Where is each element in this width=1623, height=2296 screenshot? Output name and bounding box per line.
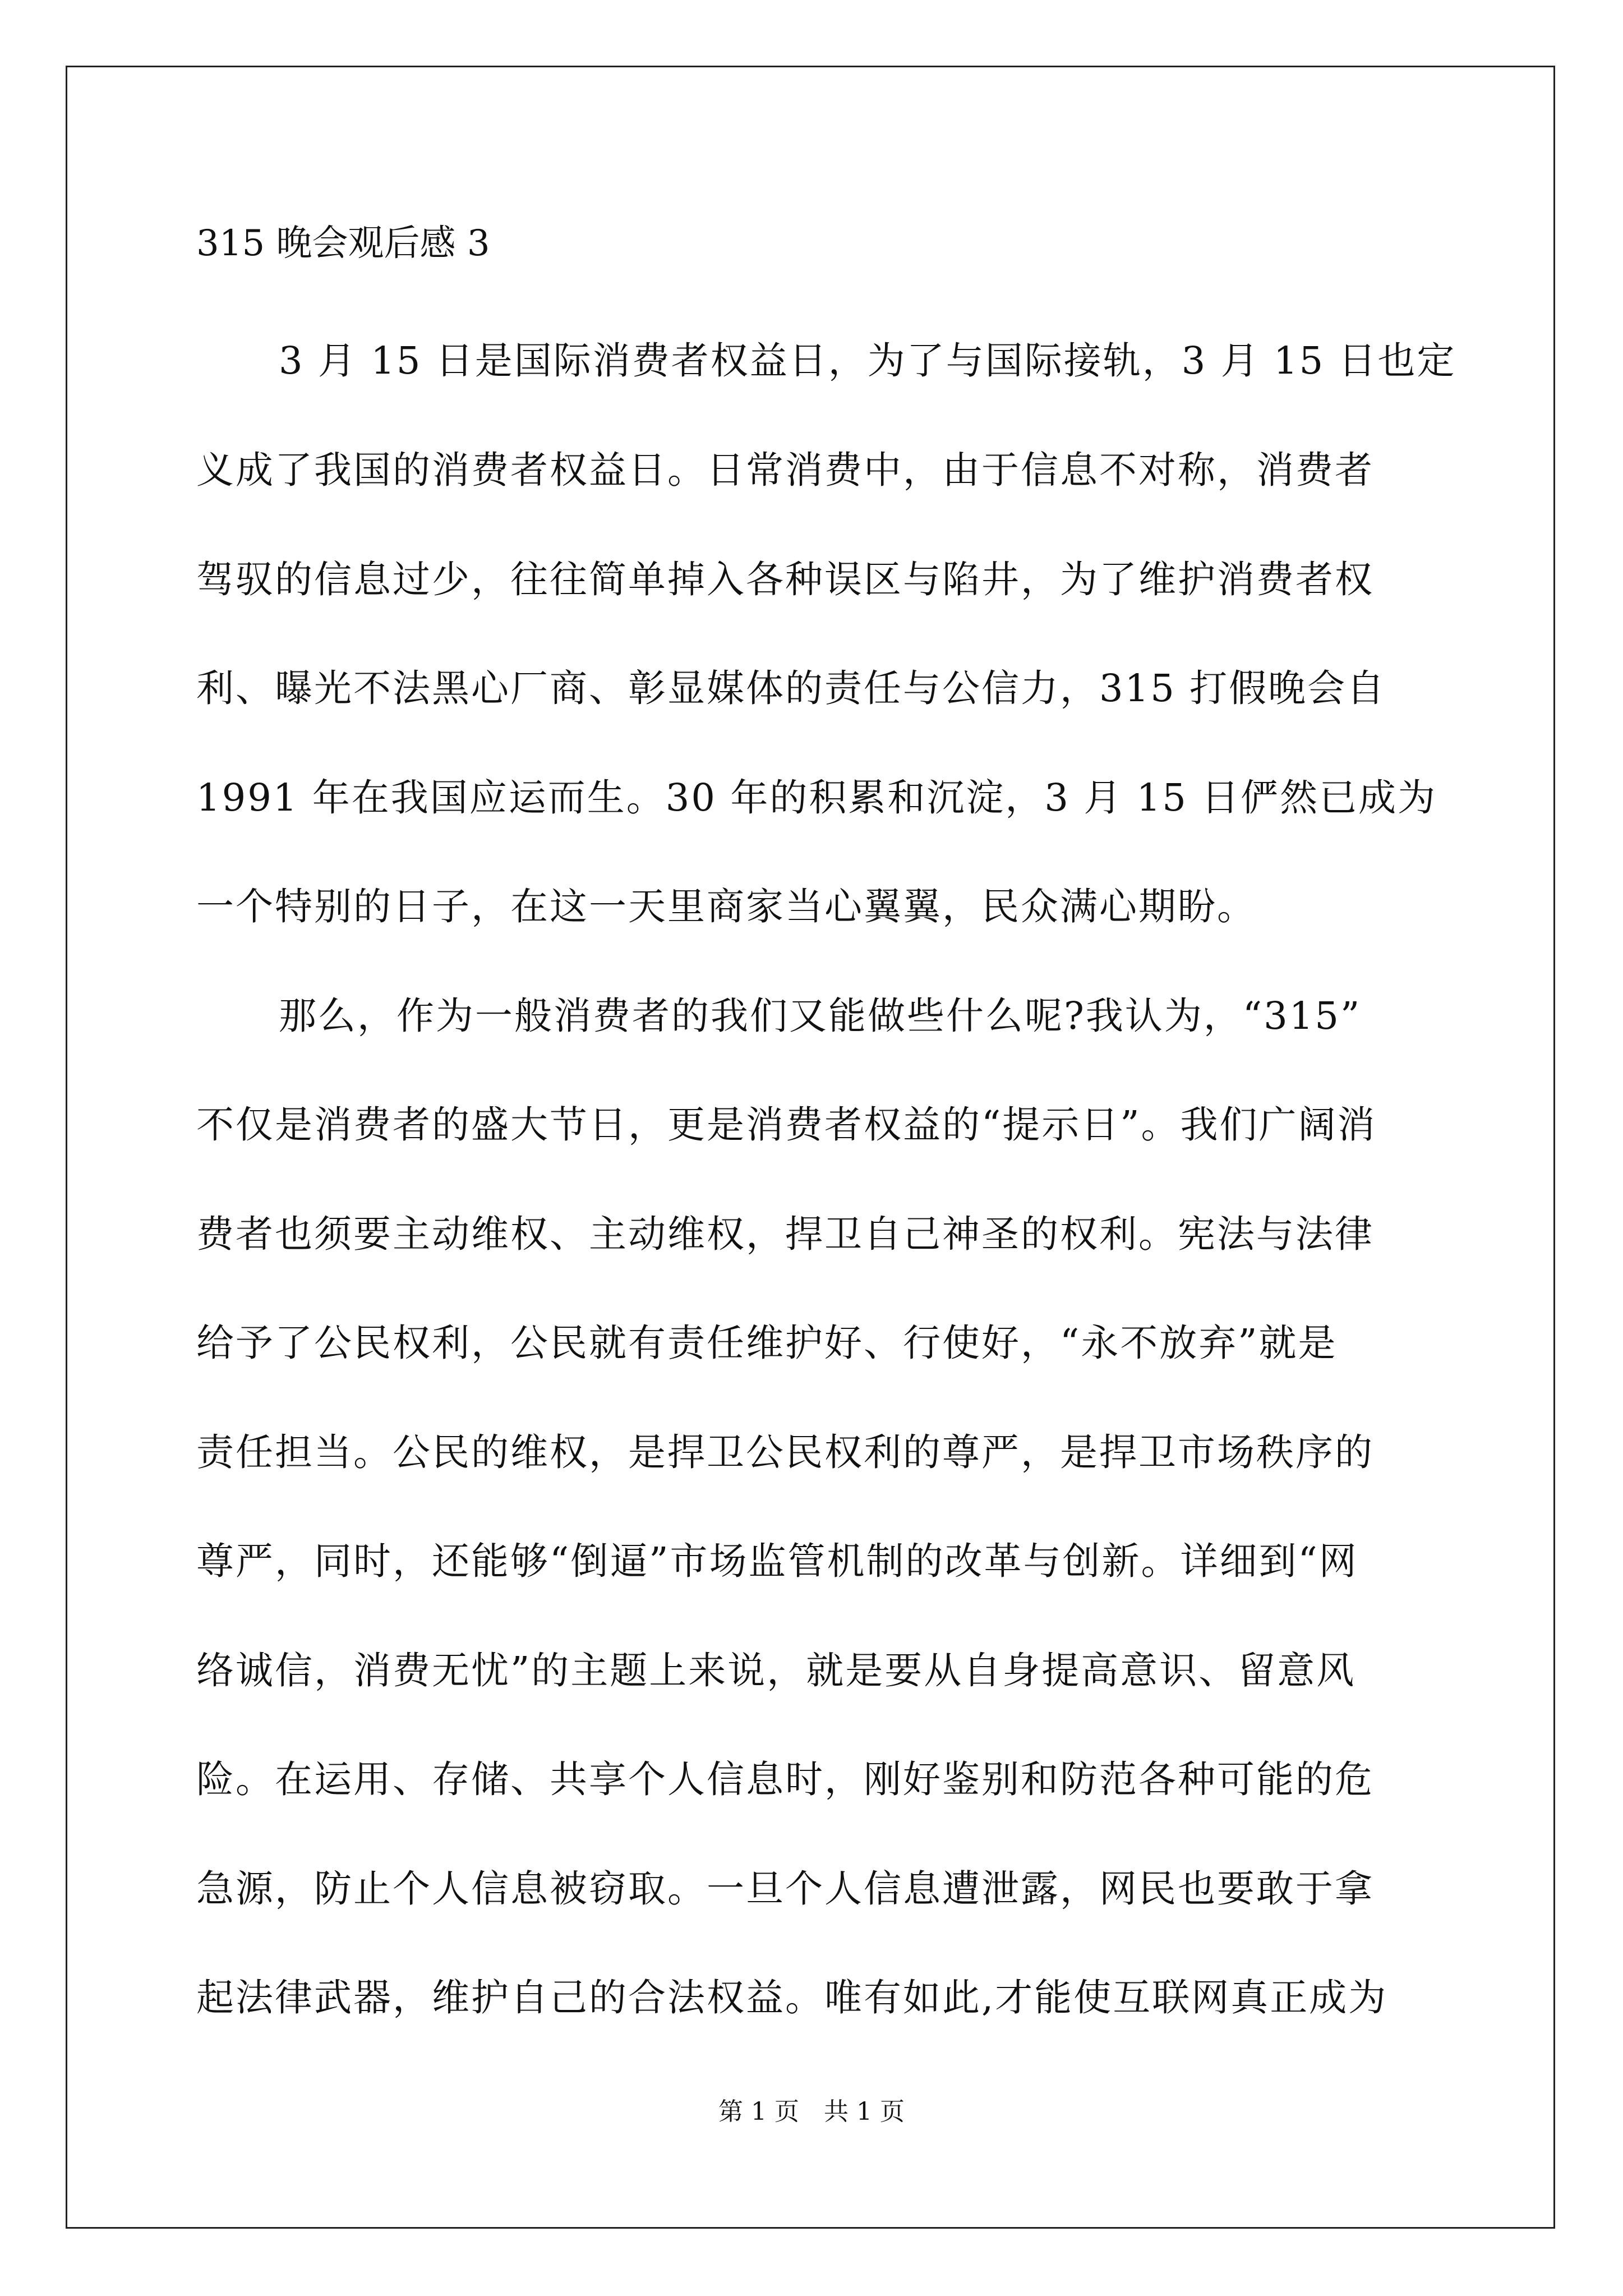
paragraph-1-line-5: 1991 年在我国应运而生。30 年的积累和沉淀，3 月 15 日俨然已成为 bbox=[196, 776, 1437, 820]
paragraph-1-line-2: 义成了我国的消费者权益日。日常消费中，由于信息不对称，消费者 bbox=[196, 448, 1374, 492]
document-title: 315 晚会观后感 3 bbox=[196, 223, 490, 264]
paragraph-2-line-4: 给予了公民权利，公民就有责任维护好、行使好，“永不放弃”就是 bbox=[196, 1321, 1338, 1365]
paragraph-2-line-5: 责任担当。公民的维权，是捍卫公民权利的尊严，是捍卫市场秩序的 bbox=[196, 1430, 1374, 1474]
paragraph-2-line-10: 起法律武器，维护自己的合法权益。唯有如此,才能使互联网真正成为 bbox=[196, 1976, 1388, 2019]
paragraph-2-line-2: 不仅是消费者的盛大节日，更是消费者权益的“提示日”。我们广阔消 bbox=[196, 1103, 1377, 1147]
paragraph-2-line-9: 急源，防止个人信息被窃取。一旦个人信息遭泄露，网民也要敢于拿 bbox=[196, 1867, 1374, 1911]
paragraph-2-line-7: 络诚信，消费无忧”的主题上来说，就是要从自身提高意识、留意风 bbox=[196, 1649, 1356, 1692]
paragraph-1-line-1: 3 月 15 日是国际消费者权益日，为了与国际接轨，3 月 15 日也定 bbox=[279, 339, 1456, 383]
paragraph-2-line-6: 尊严，同时，还能够“倒逼”市场监管机制的改革与创新。详细到“网 bbox=[196, 1539, 1358, 1583]
paragraph-2-line-1: 那么，作为一般消费者的我们又能做些什么呢?我认为，“315” bbox=[279, 994, 1362, 1038]
page-number-footer: 第 1 页 共 1 页 bbox=[718, 2097, 905, 2126]
paragraph-1-line-6: 一个特别的日子，在这一天里商家当心翼翼，民众满心期盼。 bbox=[196, 885, 1256, 928]
paragraph-2-line-3: 费者也须要主动维权、主动维权，捍卫自己神圣的权利。宪法与法律 bbox=[196, 1212, 1374, 1256]
paragraph-1-line-4: 利、曝光不法黑心厂商、彰显媒体的责任与公信力，315 打假晚会自 bbox=[196, 666, 1386, 710]
paragraph-2-line-8: 险。在运用、存储、共享个人信息时，刚好鉴别和防范各种可能的危 bbox=[196, 1757, 1374, 1801]
paragraph-1-line-3: 驾驭的信息过少，往往简单掉入各种误区与陷井，为了维护消费者权 bbox=[196, 558, 1374, 601]
